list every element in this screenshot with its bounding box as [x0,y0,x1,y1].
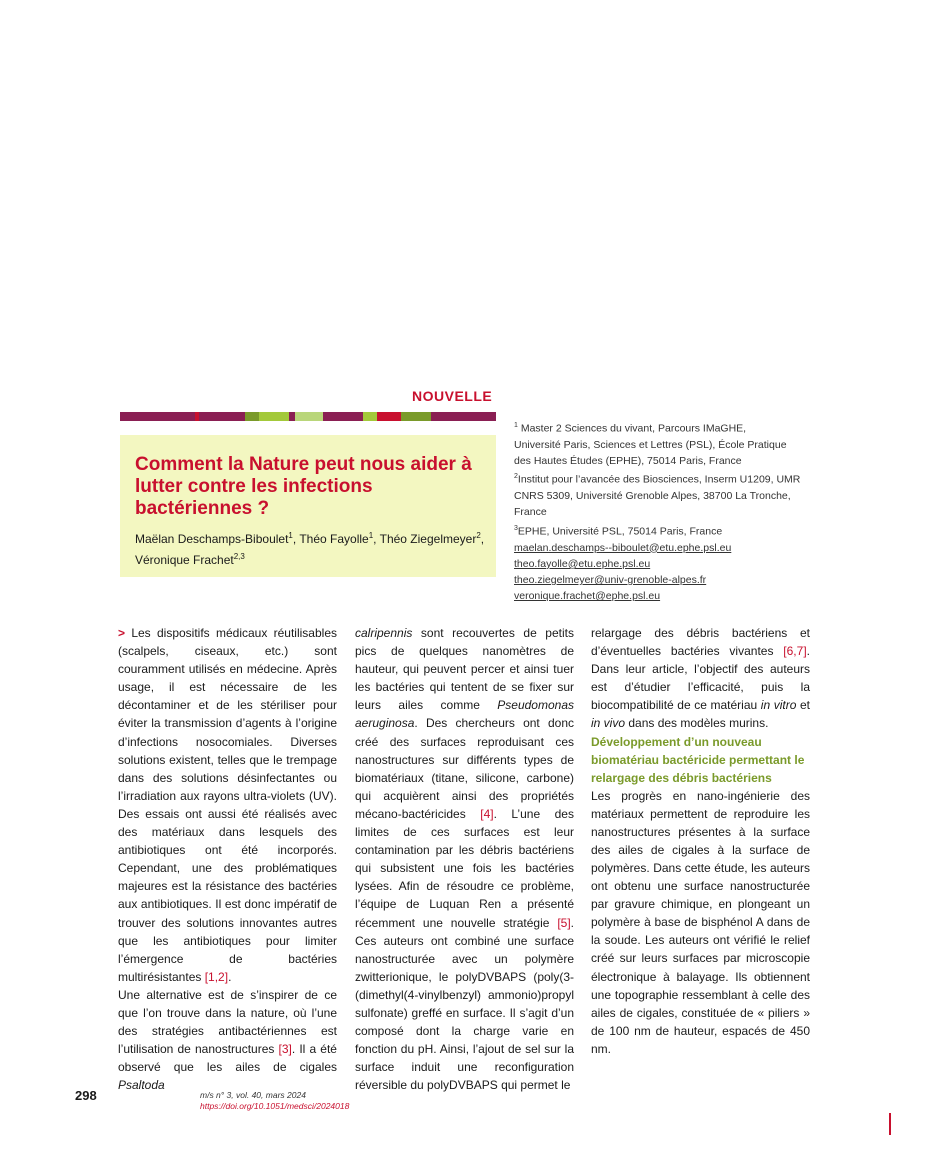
paragraph-text: . L’une des limites de ces surfaces est leur contamination par les débris bactériens qui subsistent une fois les bactéries lysées. Afin de résoudre ce problème, l’équipe de Luquan Ren a présenté récemment une nouvelle stratégie [355,806,574,930]
chevron-right-icon: > [118,626,126,640]
body-column-1 [118,624,337,1094]
reference-link[interactable]: [6,7] [783,644,807,659]
stripe-segment [401,412,431,421]
author-affiliation: 2 [476,531,481,540]
stripe-segment [199,412,245,421]
article-title: Comment la Nature peut nous aider à lutter contre les infections bactériennes ? [135,454,472,519]
journal-citation [200,1090,349,1112]
body-column-2 [355,624,574,1094]
stripe-segment [295,412,323,421]
page-edge-mark [889,1113,891,1135]
affiliation-line: Master 2 Sciences du vivant, Parcours IMaGHE, [520,422,747,435]
paragraph [355,624,574,1094]
affiliation-line: CNRS 5309, Université Grenoble Alpes, 38700 La Tronche, France [514,490,791,519]
reference-link[interactable]: [1,2] [204,969,229,984]
email-link[interactable]: theo.ziegelmeyer@univ-grenoble-alpes.fr [514,574,707,587]
paragraph [591,624,810,733]
author-affiliation: 1 [368,531,374,540]
author-separator: , [292,532,300,546]
author-separator: , [480,532,485,546]
section-label: NOUVELLE [412,388,493,404]
author-name: Théo Fayolle [299,532,369,546]
journal-issue: m/s n° 3, vol. 40, mars 2024 [200,1090,306,1100]
paragraph-text: Les dispositifs médicaux réutilisables (scalpels, ciseaux, etc.) sont couramment utilisés en médecine. Après usage, il est nécessaire de les décontaminer et de les stériliser pour éviter la transmission d’agents à l’origine d’infections nosocomiales. Diverses solutions existent, telles que le trempage dans des solutions désinfectantes ou l’irradiation aux rayons ultra-violets (UV). Des essais ont aussi été réalisés avec des matériaux dans lesquels des antibiotiques ont été incorporés. Cependant, une des problématiques majeures est la résistance des bactéries aux antibiotiques. Il est donc impératif de trouver des solutions innovantes autres que les antibiotiques pour limiter l’émergence de bactéries multirésistantes [118,626,337,984]
affiliation-line: Université Paris, Sciences et Lettres (PSL), École Pratique [514,438,787,451]
paragraph-text: sont recouvertes de petits pics de quelques nanomètres de hauteur, qui peuvent percer et ainsi tuer les bactéries qui tentent de se fixer sur leurs ailes comme [355,626,574,713]
stripe-segment [245,412,259,421]
page-number: 298 [75,1088,97,1103]
species-name: calripennis [355,626,413,640]
email-link[interactable]: maelan.deschamps--biboulet@etu.ephe.psl.eu [514,541,732,554]
paragraph-text: . [228,969,232,984]
section-heading: Développement d’un nouveau biomatériau bactéricide permettant le relargage des débris bactériens [591,734,805,785]
affiliation-line: EPHE, Université PSL, 75014 Paris, France [517,525,723,538]
paragraph-text: dans des modèles murins. [625,716,769,731]
latin-term: in vitro [760,698,797,713]
author-name: Véronique Frachet [135,553,234,567]
stripe-segment [259,412,289,421]
paragraph-text: Une alternative est de s’inspirer de ce que l’on trouve dans la nature, où l’une des stratégies antibactériennes est l’utilisation de nanostructures [118,987,337,1057]
author-list [135,527,490,569]
paragraph [118,986,337,1095]
author-affiliation: 1 [288,531,293,540]
latin-term: in vivo [591,716,626,731]
reference-link[interactable]: [3] [278,1042,292,1057]
paragraph-text: . Dans leur article, l’objectif des auteurs est d’étudier l’efficacité, puis la biocompatibilité de ce matériau [591,644,810,713]
author-name: Théo Ziegelmeyer [379,532,477,546]
species-name: Psaltoda [118,1078,165,1093]
affiliations [514,418,814,605]
affiliation-number: 2 [514,473,518,481]
stripe-segment [323,412,363,421]
affiliation-number: 1 [514,422,518,429]
paragraph-text: . Il a été observé que les ailes de cigales [118,1042,337,1075]
paragraph-text: relargage des débris bactériens et d’éventuelles bactéries vivantes [591,626,810,659]
stripe-segment [150,412,195,421]
paragraph-text: et [796,698,811,713]
color-stripe [120,412,496,421]
paragraph [118,624,337,986]
stripe-segment [363,412,377,421]
email-link[interactable]: theo.fayolle@etu.ephe.psl.eu [514,557,651,570]
affiliation-line: Institut pour l’avancée des Biosciences, Inserm U1209, UMR [517,473,801,486]
species-name: Pseudomonas aeruginosa [355,698,574,731]
author-affiliation: 2,3 [233,552,245,561]
reference-link[interactable]: [5] [557,915,571,930]
stripe-segment [431,412,496,421]
author-separator: , [373,532,380,546]
paragraph: Les progrès en nano-ingénierie des matériaux permettent de reproduire les nanostructures présentes à la surface des ailes de cigales à la surface de polymères. Dans cette étude, les auteurs ont obtenu une surface nanostructurée par gravure chimique, en plongeant un polymère à base de bisphénol A dans de la soude. Les auteurs ont vérifié le relief créé sur leurs surfaces par microscopie électronique à balayage. Ils obtiennent une topographie ressemblant à celle des ailes de cigales, constituée de « piliers » de 100 nm de hauteur, espacés de 450 nm. [591,788,810,1056]
author-name: Maëlan Deschamps-Biboulet [135,532,289,546]
stripe-segment [120,412,150,421]
email-link[interactable]: veronique.frachet@ephe.psl.eu [514,590,661,603]
doi-link[interactable]: https://doi.org/10.1051/medsci/2024018 [200,1101,350,1111]
affiliation-line: des Hautes Études (EPHE), 75014 Paris, France [514,455,742,468]
affiliation-number: 3 [514,524,518,532]
paragraph-text: . Des chercheurs ont donc créé des surfaces reproduisant ces nanostructures sur différents types de biomatériaux (titane, silicone, carbone) qui acquièrent ainsi des propriétés mécano-bactéricides [355,716,574,821]
paragraph-text: . Ces auteurs ont combiné une surface nanostructurée avec un polymère zwitterionique, le polyDVBAPS (poly(3-(dimethyl(4-vinylbenzyl) ammonio)propyl sulfonate) greffé en surface. Il s’agit d’un composé dont la charge varie en fonction du pH. Ainsi, l’ajout de sel sur la surface induit une reconfiguration réversible du polyDVBAPS qui permet le [355,915,574,1093]
stripe-segment [377,412,401,421]
body-column-3 [591,624,810,1058]
reference-link[interactable]: [4] [480,806,494,821]
